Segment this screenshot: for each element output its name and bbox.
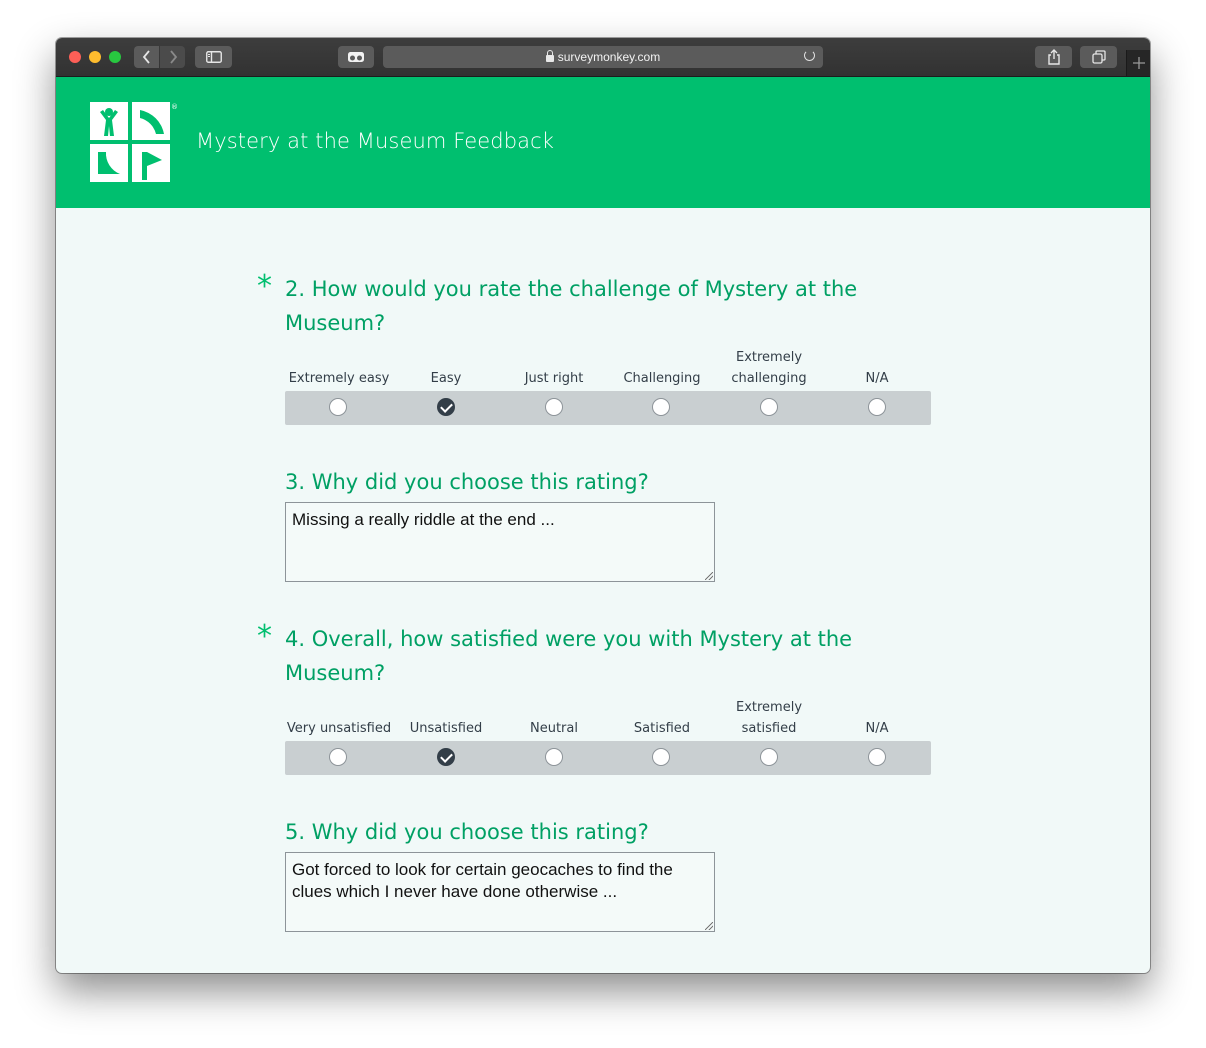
radio-satisfied[interactable]: [652, 748, 670, 766]
option-label: Easy: [430, 371, 462, 386]
question-2-rating-scale: [285, 391, 931, 425]
chevron-right-icon: [168, 50, 178, 64]
minimize-window-button[interactable]: [89, 51, 101, 63]
question-5-answer-textarea[interactable]: [285, 852, 715, 932]
question-3-answer-textarea[interactable]: [285, 502, 715, 582]
plus-icon: [1133, 57, 1145, 69]
browser-toolbar: [56, 38, 1150, 77]
question-3-answer-text: Missing a really riddle at the end ...: [292, 510, 555, 529]
question-2-scale-labels: [285, 345, 931, 389]
question-4-scale-labels: [285, 695, 931, 739]
radio-na[interactable]: [868, 748, 886, 766]
resize-grip-icon[interactable]: [705, 572, 713, 580]
required-asterisk: *: [257, 269, 272, 304]
option-label: Very unsatisfied: [286, 721, 392, 736]
radio-extremely-challenging[interactable]: [760, 398, 778, 416]
radio-very-unsatisfied[interactable]: [329, 748, 347, 766]
question-3-title: 3. Why did you choose this rating?: [285, 470, 649, 494]
question-4-title: [285, 622, 852, 690]
zoom-window-button[interactable]: [109, 51, 121, 63]
geocaching-logo: [90, 102, 178, 184]
reader-button[interactable]: [338, 46, 374, 68]
radio-extremely-satisfied[interactable]: [760, 748, 778, 766]
tab-overview-button[interactable]: [1080, 46, 1117, 68]
option-label: Neutral: [530, 721, 578, 736]
question-2-title-line2: Museum?: [285, 311, 386, 335]
url-text: surveymonkey.com: [557, 50, 661, 64]
question-2-title-line1: 2. How would you rate the challenge of Mystery at the: [285, 277, 858, 301]
address-bar[interactable]: [383, 46, 823, 68]
option-label: Extremely easy: [288, 371, 390, 386]
close-window-button[interactable]: [69, 51, 81, 63]
new-tab-button[interactable]: [1126, 50, 1150, 76]
survey-header: [56, 77, 1150, 208]
share-button[interactable]: [1035, 46, 1072, 68]
browser-window: [56, 38, 1150, 973]
tabs-icon: [1092, 50, 1106, 64]
chevron-left-icon: [142, 50, 152, 64]
option-label: Satisfied: [633, 721, 691, 736]
question-4-rating-scale: [285, 741, 931, 775]
share-icon: [1047, 49, 1061, 65]
survey-title: Mystery at the Museum Feedback: [196, 129, 555, 153]
required-asterisk: *: [257, 619, 272, 654]
back-button[interactable]: [134, 46, 159, 68]
url-display: [383, 50, 823, 64]
option-label: N/A: [865, 371, 889, 386]
radio-extremely-easy[interactable]: [329, 398, 347, 416]
option-label: Extremely challenging: [731, 350, 807, 386]
lock-icon: [546, 55, 554, 62]
radio-neutral[interactable]: [545, 748, 563, 766]
radio-easy[interactable]: [437, 398, 455, 416]
forward-button[interactable]: [160, 46, 185, 68]
question-4-title-line2: Museum?: [285, 661, 386, 685]
radio-na[interactable]: [868, 398, 886, 416]
question-4-title-line1: 4. Overall, how satisfied were you with Mystery at the: [285, 627, 853, 651]
question-2-title: [285, 272, 857, 340]
sidebar-toggle-button[interactable]: [195, 46, 232, 68]
radio-unsatisfied[interactable]: [437, 748, 455, 766]
option-label: N/A: [865, 721, 889, 736]
reload-icon[interactable]: [804, 50, 815, 61]
option-label: Unsatisfied: [409, 721, 483, 736]
svg-text:®: ®: [171, 103, 178, 111]
radio-just-right[interactable]: [545, 398, 563, 416]
option-label: Just right: [524, 371, 584, 386]
option-label: Challenging: [623, 371, 701, 386]
option-label: Extremely satisfied: [735, 700, 803, 736]
glasses-icon: [347, 51, 365, 63]
sidebar-icon: [206, 51, 222, 63]
resize-grip-icon[interactable]: [705, 922, 713, 930]
question-5-title: 5. Why did you choose this rating?: [285, 820, 649, 844]
radio-challenging[interactable]: [652, 398, 670, 416]
question-5-answer-text: Got forced to look for certain geocaches to find the clues which I never have done otherwise ...: [292, 860, 673, 901]
